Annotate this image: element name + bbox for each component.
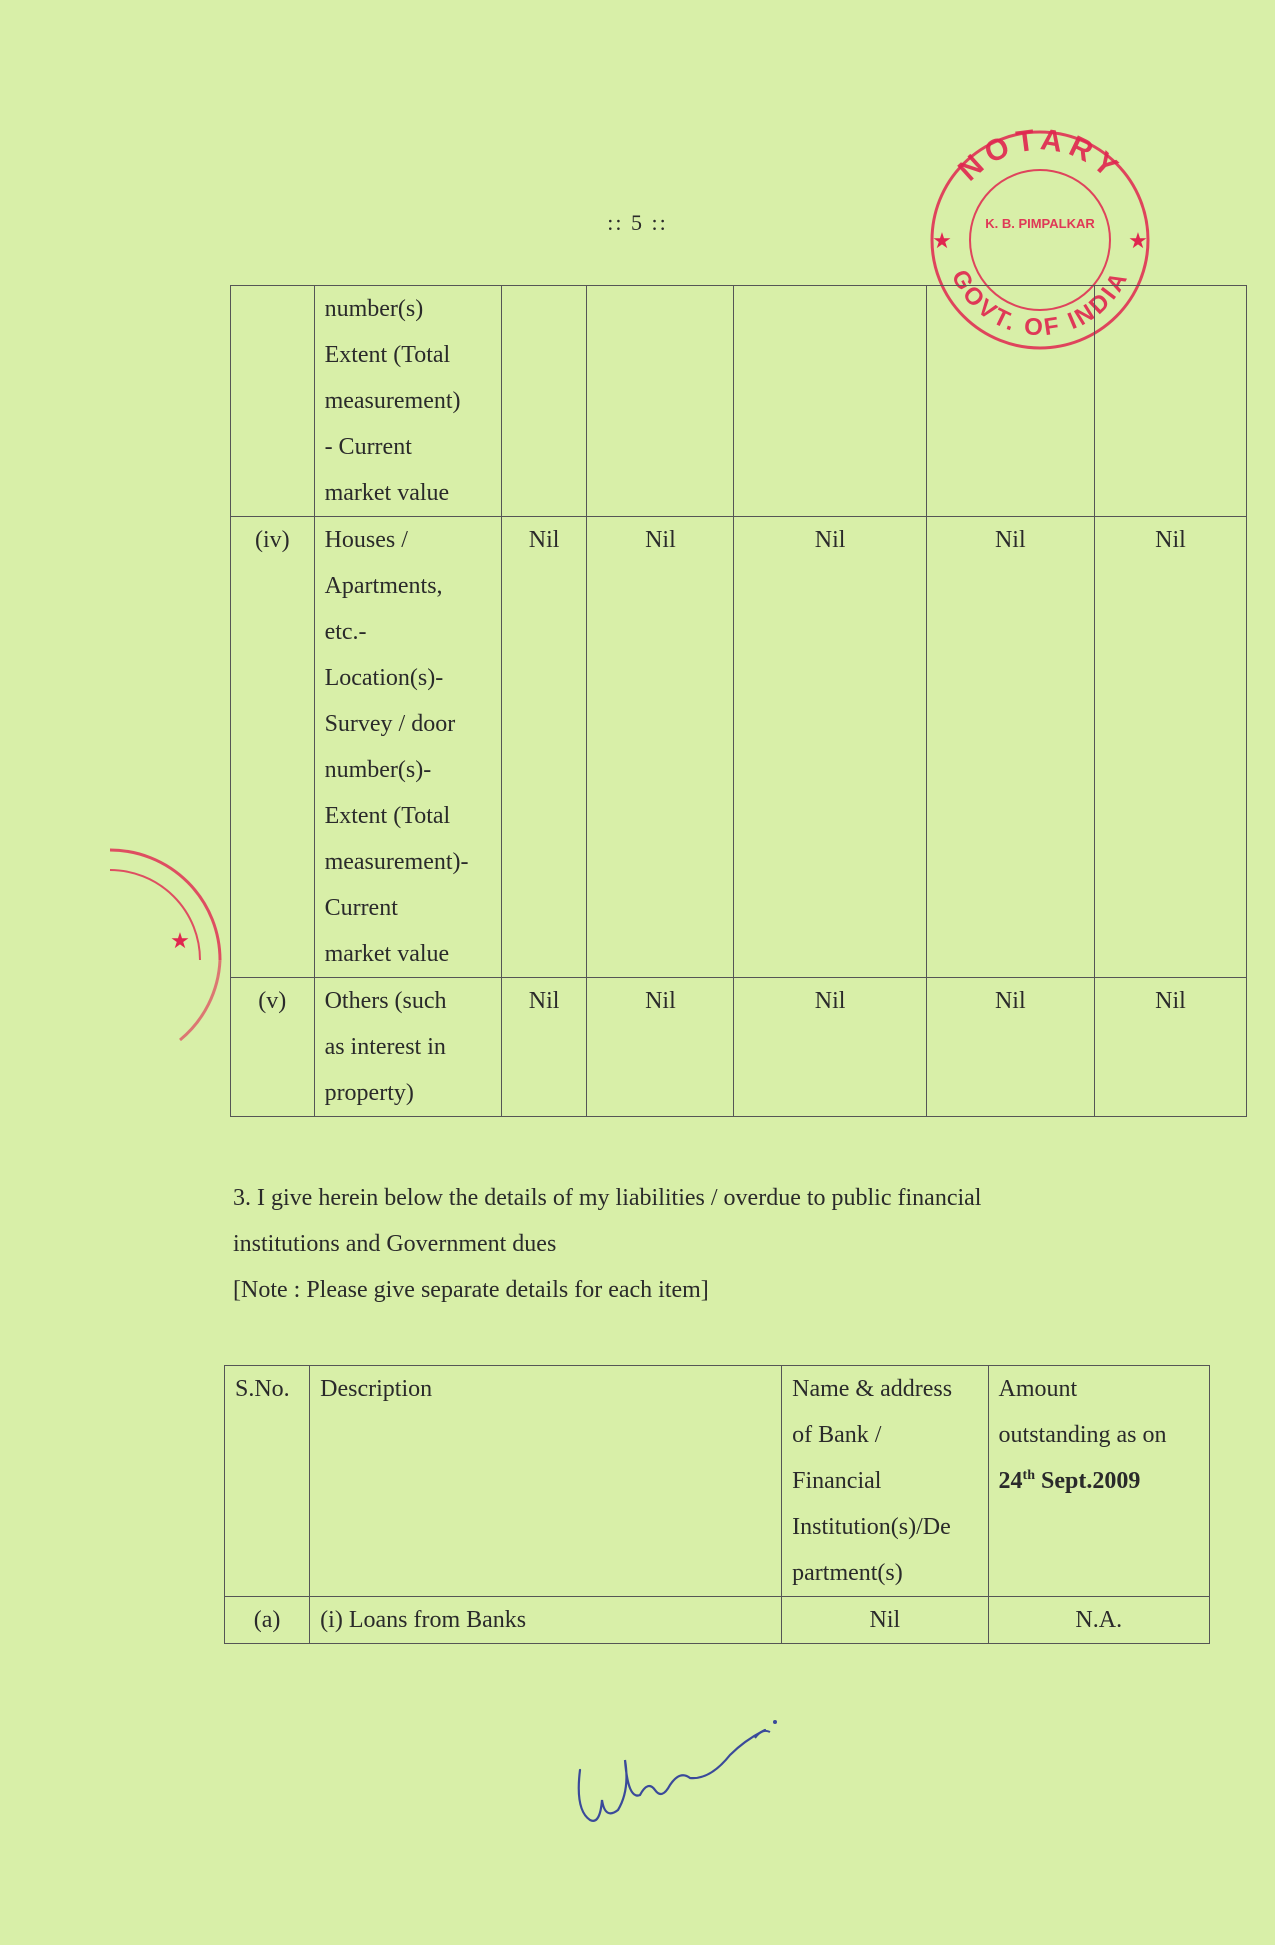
sno-cell: (a) [225, 1597, 310, 1644]
value-cell: Nil [587, 517, 734, 978]
value-cell: Nil [587, 978, 734, 1117]
stamp-name: K. B. PIMPALKAR [985, 216, 1095, 231]
value-cell: Nil [501, 517, 587, 978]
value-cell [587, 286, 734, 517]
sno-cell: (iv) [231, 517, 315, 978]
intro-line-1: 3. I give herein below the details of my liabilities / overdue to public financial [233, 1185, 982, 1211]
liabilities-intro [233, 1175, 1133, 1313]
amount-cell: N.A. [988, 1597, 1209, 1644]
value-cell: Nil [1094, 978, 1246, 1117]
bank-cell: Nil [782, 1597, 988, 1644]
stamp-star-right-icon: ★ [1128, 228, 1148, 253]
description-cell: Houses / Apartments, etc.- Location(s)- Survey / door number(s)- Extent (Total measurement)- Current market value [314, 517, 501, 978]
handwritten-signature [570, 1700, 800, 1840]
header-bank: Name & address of Bank / Financial Institution(s)/De partment(s) [782, 1366, 988, 1597]
value-cell: Nil [734, 517, 926, 978]
table-header-row [225, 1366, 1210, 1597]
stamp-star-left-icon: ★ [932, 228, 952, 253]
description-cell: number(s) Extent (Total measurement) - Current market value [314, 286, 501, 517]
sno-cell: (v) [231, 978, 315, 1117]
note-text: [Note : Please give separate details for each item] [233, 1277, 709, 1303]
stamp-top-text: NOTARY [952, 123, 1128, 188]
table-row [231, 517, 1247, 978]
table-row [231, 978, 1247, 1117]
header-description: Description [310, 1366, 782, 1597]
value-cell [501, 286, 587, 517]
header-sno: S.No. [225, 1366, 310, 1597]
intro-line-2: institutions and Government dues [233, 1231, 557, 1257]
value-cell [734, 286, 926, 517]
table-row [231, 286, 1247, 517]
value-cell [926, 286, 1094, 517]
value-cell: Nil [926, 978, 1094, 1117]
header-amount: Amount outstanding as on 24th Sept.2009 [988, 1366, 1209, 1597]
page-number: :: 5 :: [607, 210, 668, 235]
sno-cell [231, 286, 315, 517]
value-cell [1094, 286, 1246, 517]
table-row [225, 1597, 1210, 1644]
stamp-bottom-text: GOVT. OF INDIA [945, 265, 1135, 342]
description-cell: Others (such as interest in property) [314, 978, 501, 1117]
value-cell: Nil [501, 978, 587, 1117]
description-cell: (i) Loans from Banks [310, 1597, 782, 1644]
value-cell: Nil [1094, 517, 1246, 978]
partial-stamp [110, 840, 250, 1070]
assets-table [230, 285, 1247, 1117]
value-cell: Nil [926, 517, 1094, 978]
value-cell: Nil [734, 978, 926, 1117]
liabilities-table [224, 1365, 1210, 1644]
svg-text:★: ★ [170, 928, 190, 953]
